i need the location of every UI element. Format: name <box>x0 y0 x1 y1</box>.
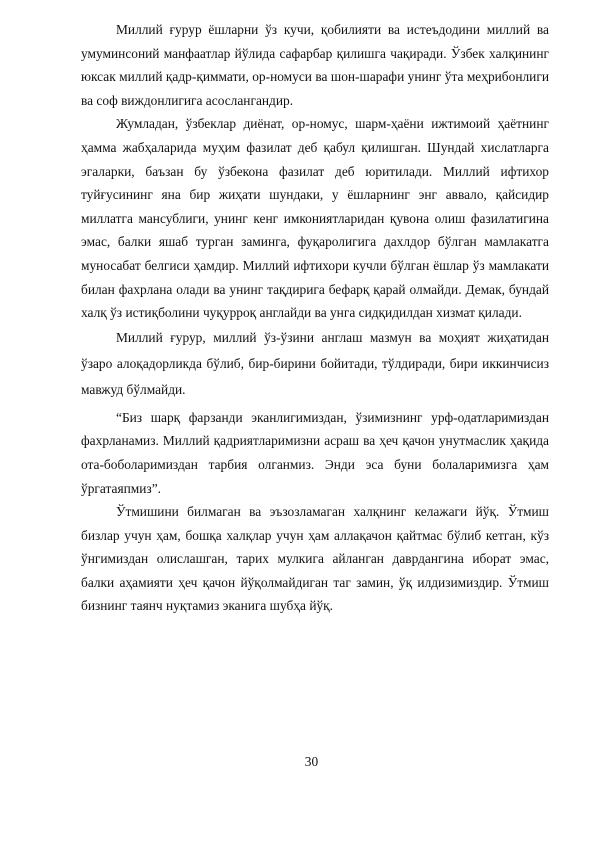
page-body <box>81 18 549 618</box>
paragraph-uzbek-virtues: Жумладан, ўзбеклар диёнат, ор-номус, шарм-ҳаёни ижтимоий ҳаётнинг ҳамма жабҳаларида муҳим фазилат деб қабул қилишган. Шундай хислатларга эгаларки, баъзан бу ўзбекона фазилат деб юритилади. Миллий ифтихор туйғусининг яна бир жиҳати шундаки, у ёшларнинг энг аввало, қайсидир миллатга мансублиги, унинг кенг имкониятларидан қувона олиш фазилатигина эмас, балки яшаб турган заминга, фуқаролигига дахлдор бўлган мамлакатга муносабат белгиси ҳамдир. Миллий ифтихори кучли бўлган ёшлар ўз мамлакати билан фахрлана олади ва унинг тақдирига бефарқ қарай олмайди. Демак, бундай халқ ўз истиқболини чуқурроқ англайди ва унга сидқидилдан хизмат қилади. <box>81 116 549 321</box>
paragraph-national-pride: Миллий ғурур ёшларни ўз кучи, қобилияти ва истеъдодини миллий ва умуминсоний манфаатлар йўлида сафарбар қилишга чақиради. Ўзбек халқининг юксак миллий қадр-қиммати, ор-номуси ва шон-шарафи унинг ўта меҳрибонлиги ва соф виждонлигига асослангандир. <box>81 22 549 108</box>
paragraph-history: Ўтмишини билмаган ва эъзозламаган халқнинг келажаги йўқ. Ўтмиш бизлар учун ҳам, бошқа халқлар учун ҳам аллақачон қайтмас бўлиб кетган, кўз ўнгимиздан олислашган, тарих мулкига айланган даврдангина иборат эмас, балки аҳамияти ҳеч қачон йўқолмайдиган таг замин, ўқ илдизимиздир. Ўтмиш бизнинг таянч нуқтамиз эканига шубҳа йўқ. <box>81 504 549 614</box>
page-number: 30 <box>304 754 319 769</box>
paragraph-quote: “Биз шарқ фарзанди эканлигимиздан, ўзимизнинг урф-одатларимиздан фахрланамиз. Миллий қадриятларимизни асраш ва ҳеч қачон унутмаслик ҳақида ота-боболаримиздан тарбия олганмиз. Энди эса буни болаларимизга ҳам ўргатаяпмиз”. <box>81 409 549 496</box>
paragraph-self-awareness: Миллий ғурур, миллий ўз-ўзини англаш мазмун ва моҳият жиҳатидан ўзаро алоқадорликда бўлиб, бир-бирини бойитади, тўлдиради, бири иккинчисиз мавжуд бўлмайди. <box>81 329 549 397</box>
